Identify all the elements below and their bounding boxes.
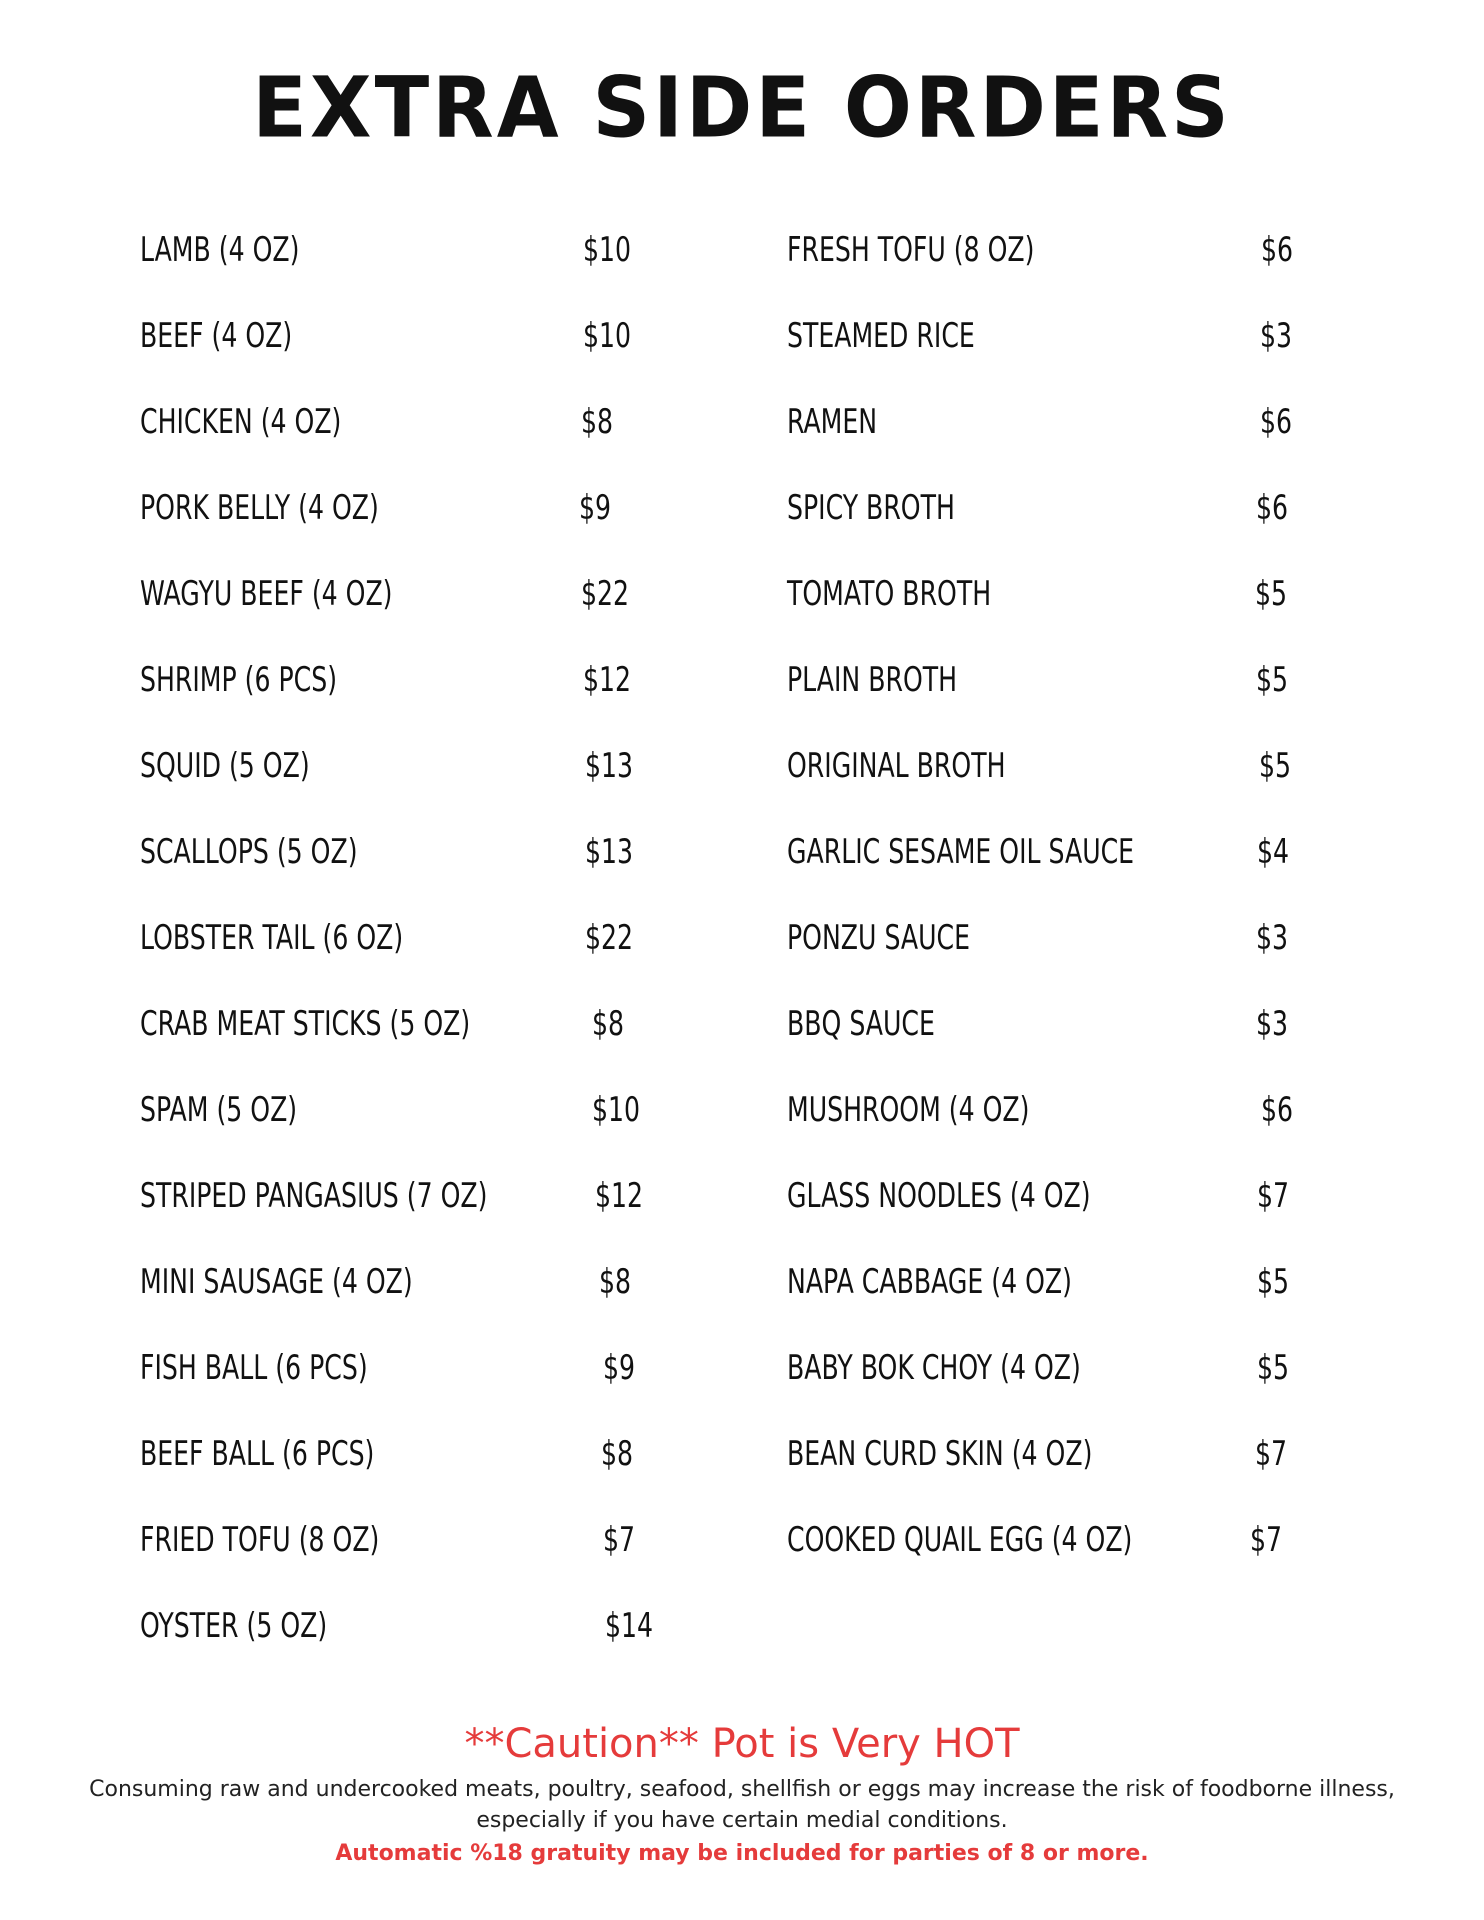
item-name: GLASS NOODLES (4 OZ) — [787, 1176, 1091, 1216]
item-name: TOMATO BROTH — [787, 574, 992, 614]
item-price: $3 — [1256, 918, 1289, 958]
item-name: SCALLOPS (5 OZ) — [140, 832, 358, 872]
item-name: FISH BALL (6 PCS) — [140, 1348, 368, 1388]
item-name: STRIPED PANGASIUS (7 OZ) — [140, 1176, 488, 1216]
item-price: $22 — [581, 574, 630, 614]
item-price: $10 — [583, 316, 632, 356]
gratuity-notice: Automatic %18 gratuity may be included for parties of 8 or more. — [335, 1841, 1149, 1866]
item-price: $7 — [603, 1520, 636, 1560]
item-price: $14 — [605, 1606, 654, 1646]
item-name: CRAB MEAT STICKS (5 OZ) — [140, 1004, 471, 1044]
item-price: $6 — [1261, 230, 1294, 270]
item-name: SQUID (5 OZ) — [140, 746, 310, 786]
item-name: STEAMED RICE — [787, 316, 975, 356]
item-name: PONZU SAUCE — [787, 918, 970, 958]
item-name: LOBSTER TAIL (6 OZ) — [140, 918, 404, 958]
item-price: $9 — [603, 1348, 636, 1388]
item-price: $5 — [1257, 1348, 1290, 1388]
item-name: OYSTER (5 OZ) — [140, 1606, 328, 1646]
item-name: RAMEN — [787, 402, 878, 442]
item-name: MUSHROOM (4 OZ) — [787, 1090, 1030, 1130]
caution-notice: **Caution** Pot is Very HOT — [464, 1721, 1020, 1767]
item-price: $22 — [585, 918, 634, 958]
item-price: $4 — [1257, 832, 1290, 872]
item-name: FRIED TOFU (8 OZ) — [140, 1520, 380, 1560]
item-name: SHRIMP (6 PCS) — [140, 660, 338, 700]
item-price: $8 — [599, 1262, 632, 1302]
item-name: COOKED QUAIL EGG (4 OZ) — [787, 1520, 1133, 1560]
item-price: $6 — [1260, 402, 1293, 442]
item-price: $5 — [1255, 574, 1288, 614]
item-price: $13 — [585, 832, 634, 872]
item-price: $8 — [581, 402, 614, 442]
item-price: $13 — [585, 746, 634, 786]
item-price: $10 — [592, 1090, 641, 1130]
item-price: $6 — [1261, 1090, 1294, 1130]
item-name: MINI SAUSAGE (4 OZ) — [140, 1262, 413, 1302]
item-name: ORIGINAL BROTH — [787, 746, 1006, 786]
item-name: CHICKEN (4 OZ) — [140, 402, 342, 442]
item-name: GARLIC SESAME OIL SAUCE — [787, 832, 1135, 872]
item-name: PORK BELLY (4 OZ) — [140, 488, 379, 528]
item-price: $3 — [1260, 316, 1293, 356]
food-safety-note: Consuming raw and undercooked meats, poultry, seafood, shellfish or eggs may increase the risk of foodborne illness, especially if you have certain medial conditions. — [89, 1777, 1395, 1833]
item-name: WAGYU BEEF (4 OZ) — [140, 574, 393, 614]
item-price: $8 — [601, 1434, 634, 1474]
item-price: $5 — [1257, 1262, 1290, 1302]
item-name: BEAN CURD SKIN (4 OZ) — [787, 1434, 1093, 1474]
item-price: $7 — [1250, 1520, 1283, 1560]
item-price: $7 — [1255, 1434, 1288, 1474]
item-price: $9 — [579, 488, 612, 528]
menu-title: EXTRA SIDE ORDERS — [252, 58, 1232, 157]
item-name: FRESH TOFU (8 OZ) — [787, 230, 1035, 270]
item-price: $5 — [1256, 660, 1289, 700]
item-price: $12 — [583, 660, 632, 700]
item-name: BEEF BALL (6 PCS) — [140, 1434, 375, 1474]
item-price: $8 — [592, 1004, 625, 1044]
item-price: $3 — [1256, 1004, 1289, 1044]
item-price: $5 — [1259, 746, 1292, 786]
item-name: BABY BOK CHOY (4 OZ) — [787, 1348, 1081, 1388]
item-name: SPICY BROTH — [787, 488, 955, 528]
item-name: NAPA CABBAGE (4 OZ) — [787, 1262, 1072, 1302]
item-name: SPAM (5 OZ) — [140, 1090, 298, 1130]
item-price: $10 — [583, 230, 632, 270]
item-name: BEEF (4 OZ) — [140, 316, 293, 356]
item-name: BBQ SAUCE — [787, 1004, 935, 1044]
item-price: $7 — [1257, 1176, 1290, 1216]
item-name: PLAIN BROTH — [787, 660, 958, 700]
item-name: LAMB (4 OZ) — [140, 230, 300, 270]
item-price: $6 — [1256, 488, 1289, 528]
item-price: $12 — [595, 1176, 644, 1216]
